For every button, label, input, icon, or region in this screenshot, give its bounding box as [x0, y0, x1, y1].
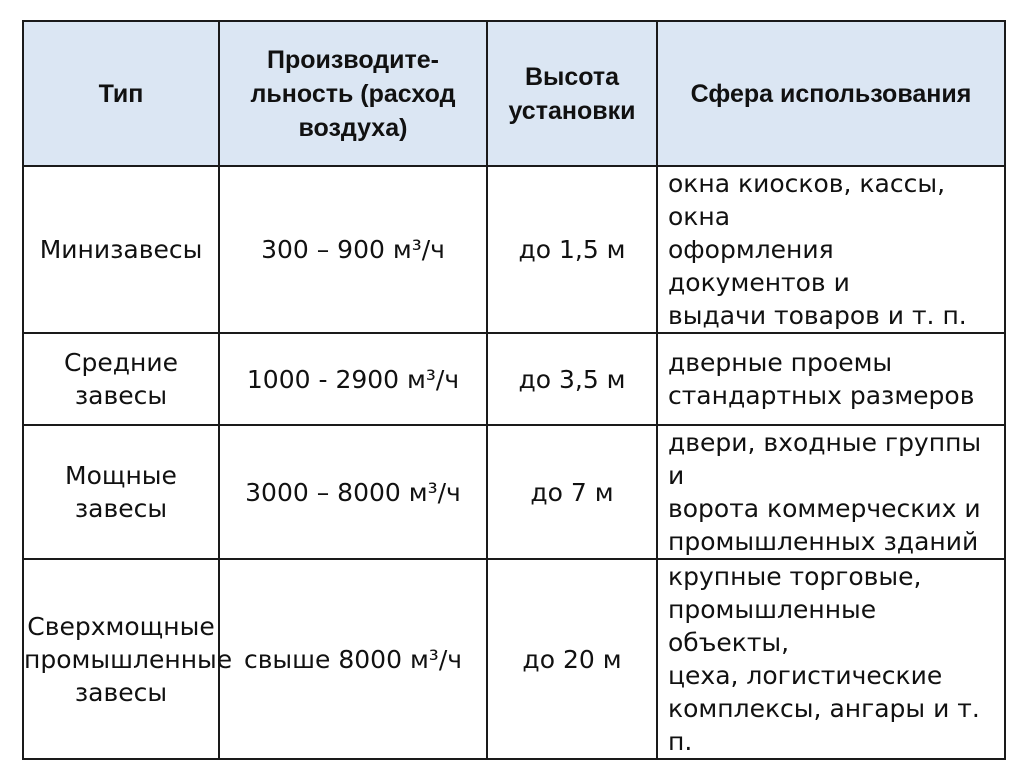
cell-capacity: 3000 – 8000 м³/ч — [219, 425, 487, 559]
cell-type: Мощные завесы — [23, 425, 219, 559]
header-type-label: Тип — [98, 79, 144, 108]
header-scope-label: Сфера использования — [690, 79, 972, 108]
air-curtains-table — [22, 20, 1006, 760]
table-row — [23, 333, 1005, 425]
header-scope — [657, 21, 1005, 166]
table-header — [23, 21, 1005, 166]
cell-height: до 20 м — [487, 559, 657, 759]
cell-height: до 1,5 м — [487, 166, 657, 333]
table-body — [23, 166, 1005, 759]
header-row — [23, 21, 1005, 166]
cell-capacity: 1000 - 2900 м³/ч — [219, 333, 487, 425]
curtains-table-container — [22, 20, 1004, 756]
cell-scope: дверные проемы стандартных размеров — [657, 333, 1005, 425]
cell-scope: двери, входные группы и ворота коммерческих и промышленных зданий — [657, 425, 1005, 559]
cell-type: Средние завесы — [23, 333, 219, 425]
cell-height: до 7 м — [487, 425, 657, 559]
table-row — [23, 559, 1005, 759]
cell-scope: окна киосков, кассы, окна оформления документов и выдачи товаров и т. п. — [657, 166, 1005, 333]
cell-capacity: свыше 8000 м³/ч — [219, 559, 487, 759]
header-capacity — [219, 21, 487, 166]
header-height-label: Высота установки — [508, 62, 636, 125]
table-row — [23, 166, 1005, 333]
table-row — [23, 425, 1005, 559]
cell-capacity: 300 – 900 м³/ч — [219, 166, 487, 333]
cell-type: Сверхмощные промышленные завесы — [23, 559, 219, 759]
cell-scope: крупные торговые, промышленные объекты, цеха, логистические комплексы, ангары и т. п. — [657, 559, 1005, 759]
header-type — [23, 21, 219, 166]
cell-type: Минизавесы — [23, 166, 219, 333]
cell-height: до 3,5 м — [487, 333, 657, 425]
header-capacity-label: Производите- льность (расход воздуха) — [250, 45, 456, 142]
header-height — [487, 21, 657, 166]
